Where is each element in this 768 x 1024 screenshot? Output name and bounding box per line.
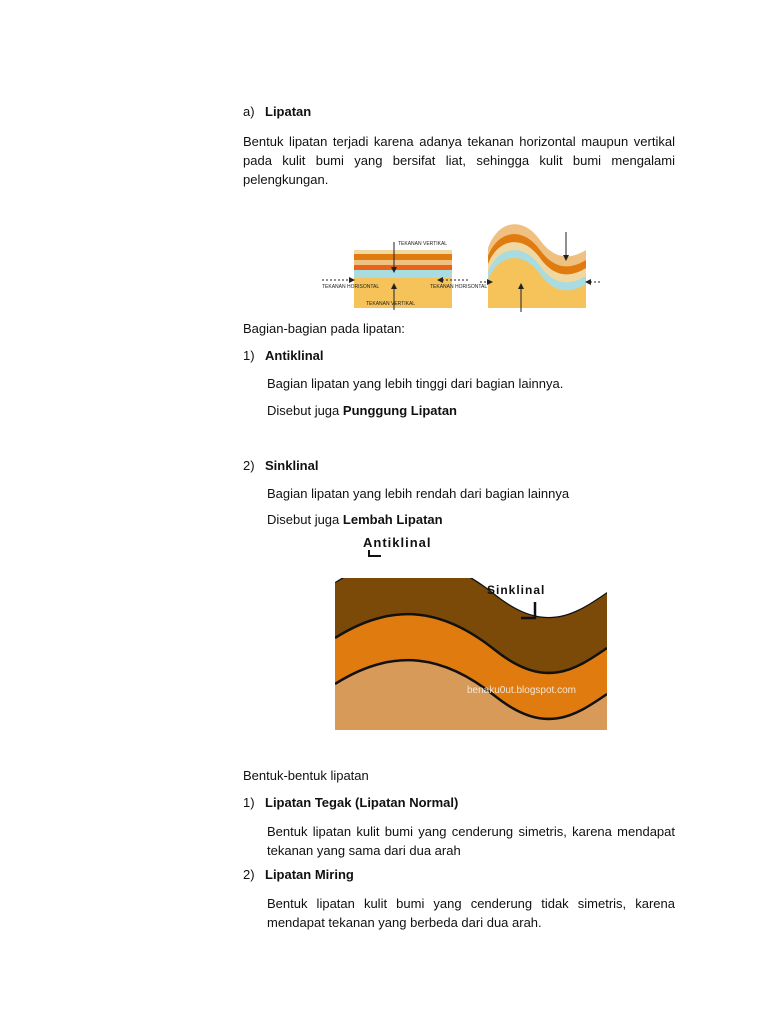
label-horizontal-left: TEKANAN HORISONTAL	[322, 284, 380, 290]
part-1-alias: Punggung Lipatan	[342, 403, 457, 418]
part-2-alias: Lembah Lipatan	[342, 512, 443, 527]
flat-layers-diagram	[354, 250, 452, 308]
form-2-description: Bentuk lipatan kulit bumi yang cenderung tidak simetris, karena mendapat tekanan yang berbeda dari dua arah.	[267, 896, 675, 930]
part-1-alias-line	[267, 403, 457, 418]
label-antiklinal: Antiklinal	[363, 535, 432, 550]
section-a-title: Lipatan	[265, 104, 312, 119]
label-vertical-top: TEKANAN VERTIKAL	[398, 241, 448, 247]
label-horizontal-right: TEKANAN HORISONTAL	[430, 284, 488, 290]
form-1-description: Bentuk lipatan kulit bumi yang cenderung simetris, karena mendapat tekanan yang sama dari dua arah	[267, 824, 675, 858]
fold-process-figure	[318, 220, 603, 316]
part-1-description: Bagian lipatan yang lebih tinggi dari bagian lainnya.	[267, 376, 564, 391]
form-1-title: Lipatan Tegak (Lipatan Normal)	[265, 795, 459, 810]
form-2-title: Lipatan Miring	[265, 867, 354, 882]
watermark: benaku0ut.blogspot.com	[467, 685, 576, 696]
intro-paragraph: Bentuk lipatan terjadi karena adanya tekanan horizontal maupun vertikal pada kulit bumi yang bersifat liat, sehingga kulit bumi mengalami pelengkungan.	[243, 134, 675, 187]
anticline-syncline-figure	[335, 534, 607, 730]
part-2-marker: 2)	[243, 458, 255, 473]
form-2-marker: 2)	[243, 867, 255, 882]
part-1-alias-prefix: Disebut juga	[267, 403, 340, 418]
folded-layers-diagram	[488, 224, 586, 308]
part-2-alias-line	[267, 512, 443, 527]
label-sinklinal: Sinklinal	[487, 583, 546, 597]
section-a-marker: a)	[243, 104, 255, 119]
part-2-description: Bagian lipatan yang lebih rendah dari bagian lainnya	[267, 486, 570, 501]
part-2-alias-prefix: Disebut juga	[267, 512, 340, 527]
label-vertical-bottom: TEKANAN VERTIKAL	[366, 301, 416, 307]
parts-heading: Bagian-bagian pada lipatan:	[243, 321, 405, 336]
forms-heading: Bentuk-bentuk lipatan	[243, 768, 369, 783]
part-1-title: Antiklinal	[265, 348, 324, 363]
form-1-marker: 1)	[243, 795, 255, 810]
part-1-marker: 1)	[243, 348, 255, 363]
part-2-title: Sinklinal	[265, 458, 319, 473]
